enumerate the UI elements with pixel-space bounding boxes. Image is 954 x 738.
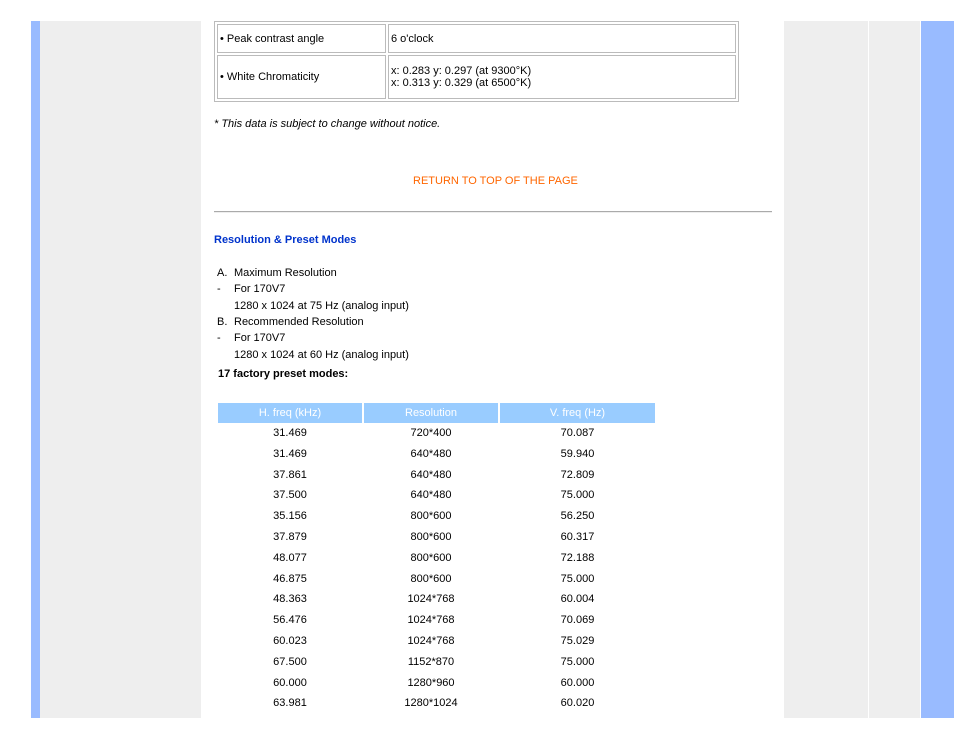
table-cell: 60.004	[560, 593, 595, 606]
table-row	[218, 631, 657, 652]
table-cell: 1280*960	[407, 676, 455, 689]
table-cell: 640*480	[410, 468, 452, 481]
list-marker: A.	[217, 267, 228, 279]
table-cell: 720*400	[410, 427, 452, 439]
list-item: For 170V7	[234, 332, 286, 344]
table-row	[218, 506, 657, 527]
table-row	[218, 527, 657, 548]
table-cell: 60.020	[560, 697, 595, 710]
list-item: 1280 x 1024 at 75 Hz (analog input)	[234, 300, 409, 312]
table-row	[218, 444, 657, 465]
list-item: Maximum Resolution	[234, 267, 337, 279]
spec-label: • Peak contrast angle	[217, 24, 386, 53]
table-cell: 63.981	[273, 697, 307, 710]
table-cell: 56.476	[273, 614, 307, 627]
spec-value	[388, 24, 736, 53]
table-cell: 37.500	[273, 489, 307, 502]
table-cell: 800*600	[410, 551, 452, 564]
spec-row	[217, 55, 736, 99]
table-cell: 31.469	[273, 427, 307, 439]
table-cell: 48.077	[273, 551, 307, 564]
list-marker: -	[217, 332, 221, 344]
table-cell: 72.188	[560, 551, 595, 564]
table-row	[218, 610, 657, 631]
table-cell: 37.879	[273, 530, 307, 543]
table-row	[218, 485, 657, 506]
table-cell: 1024*768	[407, 634, 455, 647]
return-to-top-link[interactable]: RETURN TO TOP OF THE PAGE	[413, 175, 578, 187]
table-cell: 70.087	[560, 427, 595, 439]
table-row	[218, 589, 657, 610]
table-cell: 72.809	[560, 468, 595, 481]
table-cell: 31.469	[273, 447, 307, 460]
table-cell: 56.250	[560, 510, 595, 523]
spec-row	[217, 24, 736, 53]
list-marker: -	[217, 283, 221, 295]
table-cell: 60.023	[273, 634, 307, 647]
table-cell: 800*600	[410, 530, 452, 543]
table-header-row	[218, 403, 657, 423]
column-header: V. freq (Hz)	[500, 403, 655, 423]
preset-modes-title: 17 factory preset modes:	[218, 368, 349, 380]
table-cell: 59.940	[560, 447, 595, 460]
list-item: For 170V7	[234, 283, 286, 295]
spec-value-line: 6 o'clock	[391, 32, 434, 45]
table-cell: 75.000	[560, 572, 595, 585]
right-gutter	[784, 21, 868, 718]
spec-value	[388, 55, 736, 99]
table-cell: 1024*768	[407, 614, 455, 627]
table-cell: 1280*1024	[404, 697, 458, 710]
table-cell: 37.861	[273, 468, 307, 481]
disclaimer-note: * This data is subject to change without notice.	[214, 118, 441, 130]
left-accent-stripe	[31, 21, 40, 718]
section-divider	[214, 211, 772, 213]
table-cell: 46.875	[273, 572, 307, 585]
table-cell: 75.029	[560, 634, 595, 647]
section-title: Resolution & Preset Modes	[214, 234, 357, 246]
table-row	[218, 652, 657, 673]
spec-table	[214, 21, 739, 102]
column-header: H. freq (kHz)	[218, 403, 362, 423]
table-row	[218, 465, 657, 486]
table-row	[218, 693, 657, 714]
table-cell: 640*480	[410, 489, 452, 502]
list-item: Recommended Resolution	[234, 316, 364, 328]
table-cell: 60.000	[273, 676, 307, 689]
right-gutter-outer	[869, 21, 920, 718]
table-cell: 640*480	[410, 447, 452, 460]
table-cell: 70.069	[560, 614, 595, 627]
column-header: Resolution	[364, 403, 498, 423]
spec-label: • White Chromaticity	[217, 55, 386, 99]
table-cell: 48.363	[273, 593, 307, 606]
table-row	[218, 423, 657, 444]
right-accent-stripe	[921, 21, 954, 718]
table-cell: 75.000	[560, 489, 595, 502]
table-cell: 67.500	[273, 655, 307, 668]
preset-modes-table	[218, 403, 657, 714]
table-row	[218, 569, 657, 590]
table-cell: 800*600	[410, 510, 452, 523]
spec-value-line: x: 0.313 y: 0.329 (at 6500°K)	[391, 77, 532, 89]
left-gutter	[40, 21, 201, 718]
list-item: 1280 x 1024 at 60 Hz (analog input)	[234, 349, 409, 361]
table-row	[218, 673, 657, 694]
table-body	[218, 423, 657, 714]
table-cell: 60.317	[560, 530, 595, 543]
list-marker: B.	[217, 316, 228, 328]
table-cell: 75.000	[560, 655, 595, 668]
table-cell: 800*600	[410, 572, 452, 585]
spec-value-line: x: 0.283 y: 0.297 (at 9300°K)	[391, 65, 532, 77]
table-cell: 60.000	[560, 676, 595, 689]
table-cell: 1152*870	[407, 655, 455, 668]
table-row	[218, 548, 657, 569]
table-cell: 1024*768	[407, 593, 455, 606]
table-cell: 35.156	[273, 510, 307, 523]
